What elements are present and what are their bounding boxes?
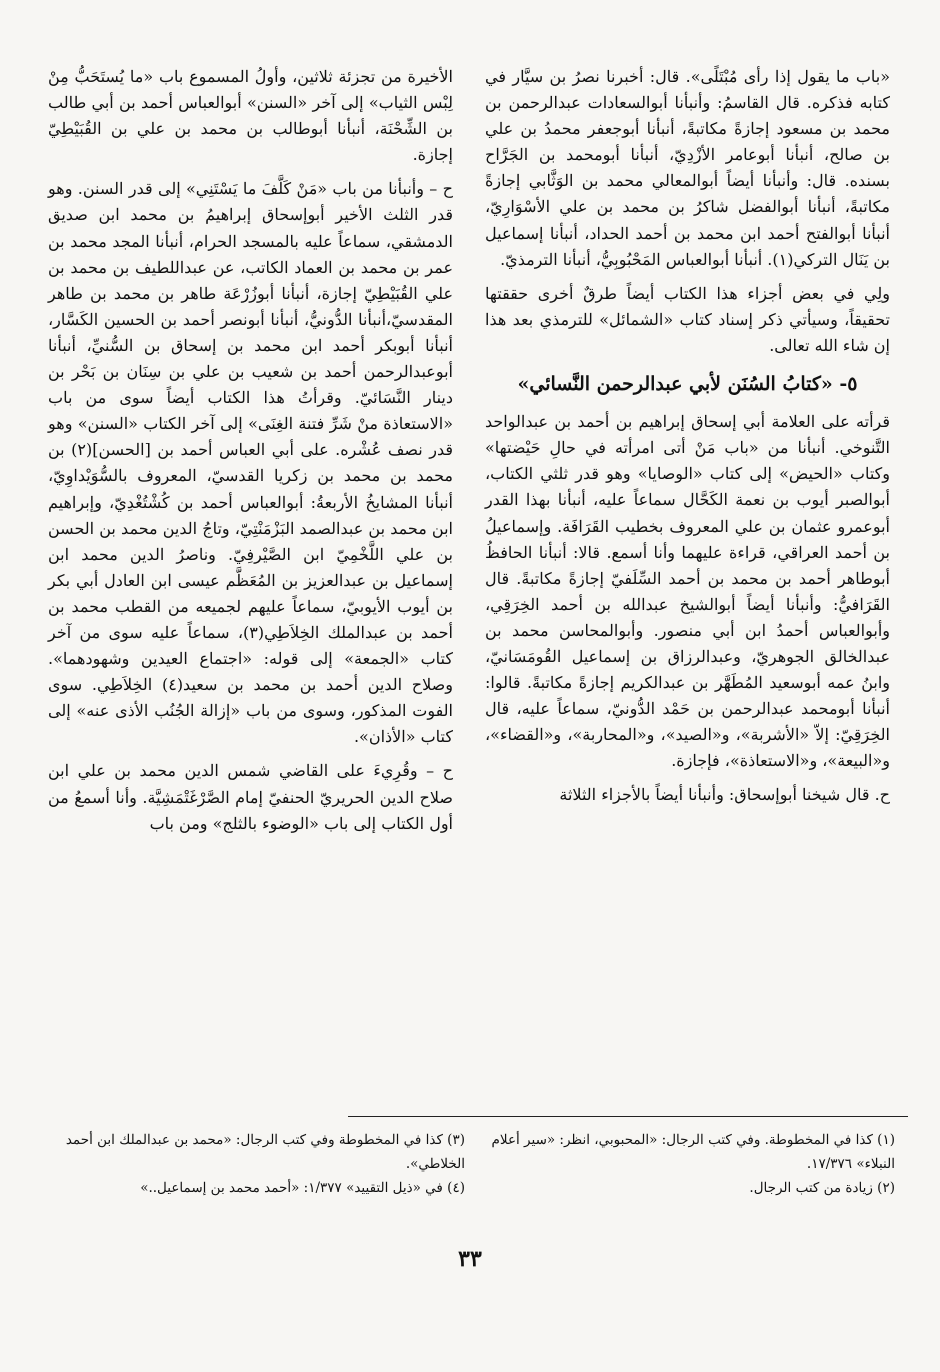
- footnote: (٣) كذا في المخطوطة وفي كتب الرجال: «محمد بن عبدالملك ابن أحمد الخلاطي».: [65, 1132, 465, 1172]
- paragraph: الأخيرة من تجزئة ثلاثين، وأولُ المسموع باب «ما يُستَحَبُّ مِنْ لِبْس الثياب» إلى آخر «السنن» أبوالعباس أحمد بن أبي طالب بن الشِّحْنَة، أنبأنا أبوطالب بن محمد بن علي بن القُبَيْطِيّ إجازة.: [48, 67, 453, 165]
- paragraph: ح – وقُرِيءَ على القاضي شمس الدين محمد بن علي ابن صلاح الدين الحريريّ الحنفيّ إمام الصَّرْغَتْمَشِيَّة. وأنا أسمعُ من أول الكتاب إلى باب «الوضوء بالثلج» ومن باب: [48, 761, 453, 833]
- paragraph: ولِي في بعض أجزاء هذا الكتاب أيضاً طرقٌ أخرى حققتها تحقيقاً، وسيأتي ذكر إسناد كتاب «الشمائل» للترمذي بعد هذا إن شاء الله تعالى.: [485, 283, 890, 355]
- footnote: (٤) في «ذيل التقييد» ١/٣٧٧: «أحمد محمد بن إسماعيل..»: [140, 1180, 465, 1196]
- footnote: (١) كذا في المخطوطة. وفي كتب الرجال: «المحبوبي، انظر: «سير أعلام النبلاء» ١٧/٣٧٦.: [491, 1132, 895, 1172]
- footnotes-left: [55, 1128, 465, 1200]
- footnotes-right: [485, 1128, 895, 1200]
- section-heading: ٥- «كتابُ السُنَن لأبي عبدالرحمن النَّسائي»: [517, 373, 858, 396]
- paragraph: ح. قال شيخنا أبوإسحاق: وأنبأنا أيضاً بالأجزاء الثلاثة: [559, 785, 890, 805]
- paragraph: ح – وأنبأنا من باب «مَنْ كَلَّفَ ما يَسْتَنِي» إلى قدر السنن. وهو قدر الثلث الأخير أبوإسحاق إبراهيمُ بن محمد ابن صديق الدمشقي، سماعاً عليه بالمسجد الحرام، أنبأنا المجد محمد بن عمر بن محمد بن العماد الكاتب، عن عبداللطيف بن محمد بن علي القُبَيْطِيّ إجازة، أنبأنا أبوزُرْعَة طاهر بن محمد بن طاهر المقدسيّ،أنبأنا الدُّونيُّ، أنبأنا أبونصر أحمد بن الحسين الكَسَّار، أنبأنا أبوبكر أحمد ابن محمد بن إسحاق بن السُّنيِّ، أنبأنا أبوعبدالرحمن أحمد بن شعيب بن علي بن سِنَان بن بَحْر بن دينار النَّسَائيّ. وقرأتُ هذا الكتاب أيضاً سوى من باب «الاستعاذة منْ شَرِّ فتنة الغِنَى» إلى آخر الكتاب «السنن» وهو قدر نصف عُشْره. على أبي العباس أحمد بن [الحسن](٢) بن محمد بن محمد بن زكريا القدسيّ، المعروف بالسُّوَيْداوِيّ، أنبأنا المشايخُ الأربعةُ: أبوالعباس أحمد بن كُشْتُغْدِيّ، وإبراهيم ابن محمد بن عبدالصمد البَزْمَنْتِيّ، وتاجُ الدين محمد بن الحسن بن علي اللَّخْمِيّ ابن الصَّيْرفِيّ. وناصرُ الدين محمد ابن إسماعيل بن عبدالعزيز بن المُعَظَّم عيسى ابن العادل أبي بكر بن أيوب الأيوبيّ، سماعاً عليهم لجميعه من القطب محمد بن أحمد بن عبدالملك الخِلاَطِي(٣)، سماعاً عليه سوى من آخر كتاب «الجمعة» إلى قوله: «اجتماع العيدين وشهودهما». وصلاح الدين أحمد بن محمد بن سعيد(٤) الخِلاَطِي. سوى الفوت المذكور، وسوى من باب «إزالة الجُنُب الأذى عنه» إلى كتاب «الأذان».: [48, 179, 453, 747]
- footnote: (٢) زيادة من كتب الرجال.: [749, 1180, 895, 1196]
- right-text-column: [485, 64, 890, 809]
- page-number: ٣٣: [458, 1246, 482, 1272]
- left-text-column: [48, 64, 453, 837]
- footnote-divider: [348, 1116, 908, 1117]
- paragraph: «باب ما يقول إذا رأى مُبْتَلًى». قال: أخبرنا نصرُ بن سيَّار في كتابه فذكره. قال القاسمُ: وأنبأنا أبوالسعادات عبدالرحمن بن محمد بن مسعود إجازةً مكاتبةً، أنبأنا أبوجعفر محمدُ بن علي بن صالح، أنبأنا أبوعامر الأزْدِيّ، أنبأنا أبومحمد بن الجَرَّاح بسنده. قال: وأنبأنا أيضاً أبوالمعالي محمد بن الوَثَّابي إجازةً مكاتبةً، أنبأنا أبوالفضل شاكرُ بن محمد بن علي الأسْوَارِيّ، أنبأنا أبوالفتح أحمد ابن محمد بن أحمد الحداد، أنبأنا إسماعيل بن يَنَال التركي(١). أنبأنا أبوالعباس المَحْبُوبِيُّ، أنبأنا الترمذيّ.: [485, 67, 890, 269]
- paragraph: قرأته على العلامة أبي إسحاق إبراهيم بن أحمد بن عبدالواحد التَّنوخي. أنبأنا من «باب مَنْ أتى امرأته في حالِ حَيْضتها» وكتاب «الحيض» إلى كتاب «الوصايا» وهو قدر ثلثي الكتاب، أبوالصبر أيوب بن نعمة الكَحَّال سماعاً عليه، أنبأنا بهذا القدر أبوعمرو عثمان بن علي المعروف بخطيب القَرَافَة. وإسماعيلُ بن أحمد العراقي، قراءة عليهما وأنا أسمع. قالا: أنبأنا الحافظُ أبوطاهر أحمد بن محمد بن أحمد السِّلَفيّ إجازةً مكاتبةً. قال القَرَافيُّ: وأنبأنا أيضاً أبوالشيخ عبدالله بن أحمد الخِرَقِي، وأبوالعباس أحمدُ ابن أبي منصور. وأبوالمحاسن محمد بن عبدالخالق الجوهريّ، وعبدالرزاق بن إسماعيل القُومَسَانيّ، وابنُ عمه أبوسعيد المُطَهَّر بن عبدالكريم إجازةً مكاتبةً. قالوا: أنبأنا أبومحمد عبدالرحمن بن حَمْد الدُّونيّ، سماعاً عليه، قال الخِرَقِيّ: إلاّ «الأشربة»، و«الصيد»، و«المحاربة»، و«القضاء»، و«البيعة»، و«الاستعاذة»، فإجازة.: [485, 412, 891, 771]
